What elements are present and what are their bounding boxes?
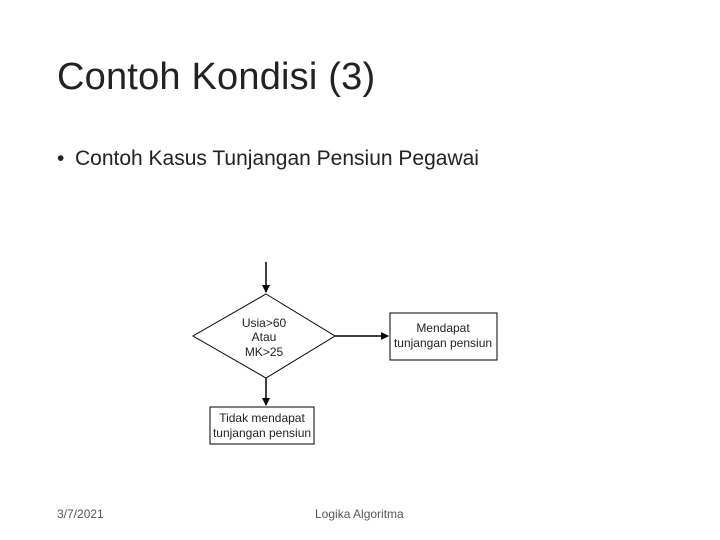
decision-text-line1: Usia>60 [241,316,287,330]
no-box-text-line1: Tidak mendapat [219,411,305,425]
bullet-text: Contoh Kasus Tunjangan Pensiun Pegawai [75,147,479,170]
footer-date: 3/7/2021 [57,507,104,521]
decision-text-line2: Atau [251,330,277,344]
decision-text-line3: MK>25 [244,345,284,359]
no-box-text-line2: tunjangan pensiun [212,426,312,440]
bullet-dot-icon: • [57,147,65,170]
yes-box-text-line2: tunjangan pensiun [393,336,493,350]
slide-title: Contoh Kondisi (3) [57,56,376,98]
footer-center-text: Logika Algoritma [315,507,404,521]
yes-box-text-line1: Mendapat [416,321,470,335]
